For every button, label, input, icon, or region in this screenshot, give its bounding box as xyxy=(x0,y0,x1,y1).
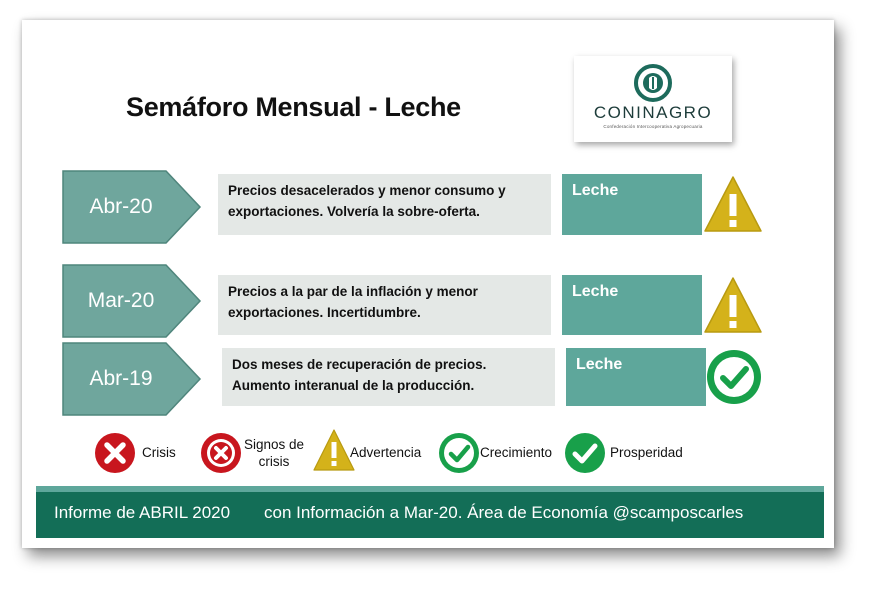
description-line: Precios desacelerados y menor consumo y xyxy=(228,183,506,198)
coninagro-logo xyxy=(574,56,732,142)
signos-crisis-icon xyxy=(200,432,242,474)
period-label: Abr-20 xyxy=(89,195,153,218)
semaforo-row xyxy=(22,264,834,334)
logo-subtitle: Confederación Intercooperativa Agropecuaria xyxy=(603,124,703,129)
legend-crecimiento-label: Crecimiento xyxy=(480,445,553,460)
legend-advertencia-label: Advertencia xyxy=(350,445,422,460)
period-label: Abr-19 xyxy=(89,367,153,390)
semaforo-row xyxy=(22,342,834,412)
footer-report-label: Informe de ABRIL 2020 xyxy=(54,503,231,522)
slide xyxy=(22,20,834,548)
legend-signos-line: Signos de xyxy=(244,437,305,452)
product-box: Leche xyxy=(562,174,702,235)
logo-wordmark: CONINAGRO xyxy=(593,103,713,122)
description-line: Aumento interanual de la producción. xyxy=(232,378,475,393)
footer-bar xyxy=(36,486,824,538)
description-line: Dos meses de recuperación de precios. xyxy=(232,357,487,372)
footer-source-label: con Información a Mar-20. Área de Economía @scamposcarles xyxy=(264,503,744,522)
warning-icon xyxy=(702,275,764,335)
semaforo-row xyxy=(22,170,834,240)
description-box xyxy=(222,348,555,406)
warning-icon xyxy=(702,174,764,234)
crisis-icon xyxy=(94,432,136,474)
legend-prosperidad-label: Prosperidad xyxy=(610,445,683,460)
legend-signos-label xyxy=(244,436,304,470)
legend xyxy=(22,426,834,476)
description-line: Precios a la par de la inflación y menor xyxy=(228,284,478,299)
coninagro-emblem-icon xyxy=(634,64,672,102)
legend-signos-line: crisis xyxy=(258,454,290,469)
crecimiento-icon xyxy=(438,432,480,474)
page-title: Semáforo Mensual - Leche xyxy=(126,92,461,122)
description-box xyxy=(218,275,551,335)
prosperidad-icon xyxy=(564,432,606,474)
description-line: exportaciones. Volvería la sobre-oferta. xyxy=(228,204,480,219)
description-line: exportaciones. Incertidumbre. xyxy=(228,305,421,320)
product-box: Leche xyxy=(566,348,706,406)
check-green-icon xyxy=(705,348,763,406)
description-box xyxy=(218,174,551,235)
product-box: Leche xyxy=(562,275,702,335)
period-label: Mar-20 xyxy=(87,289,155,312)
legend-crisis-label: Crisis xyxy=(142,445,176,460)
